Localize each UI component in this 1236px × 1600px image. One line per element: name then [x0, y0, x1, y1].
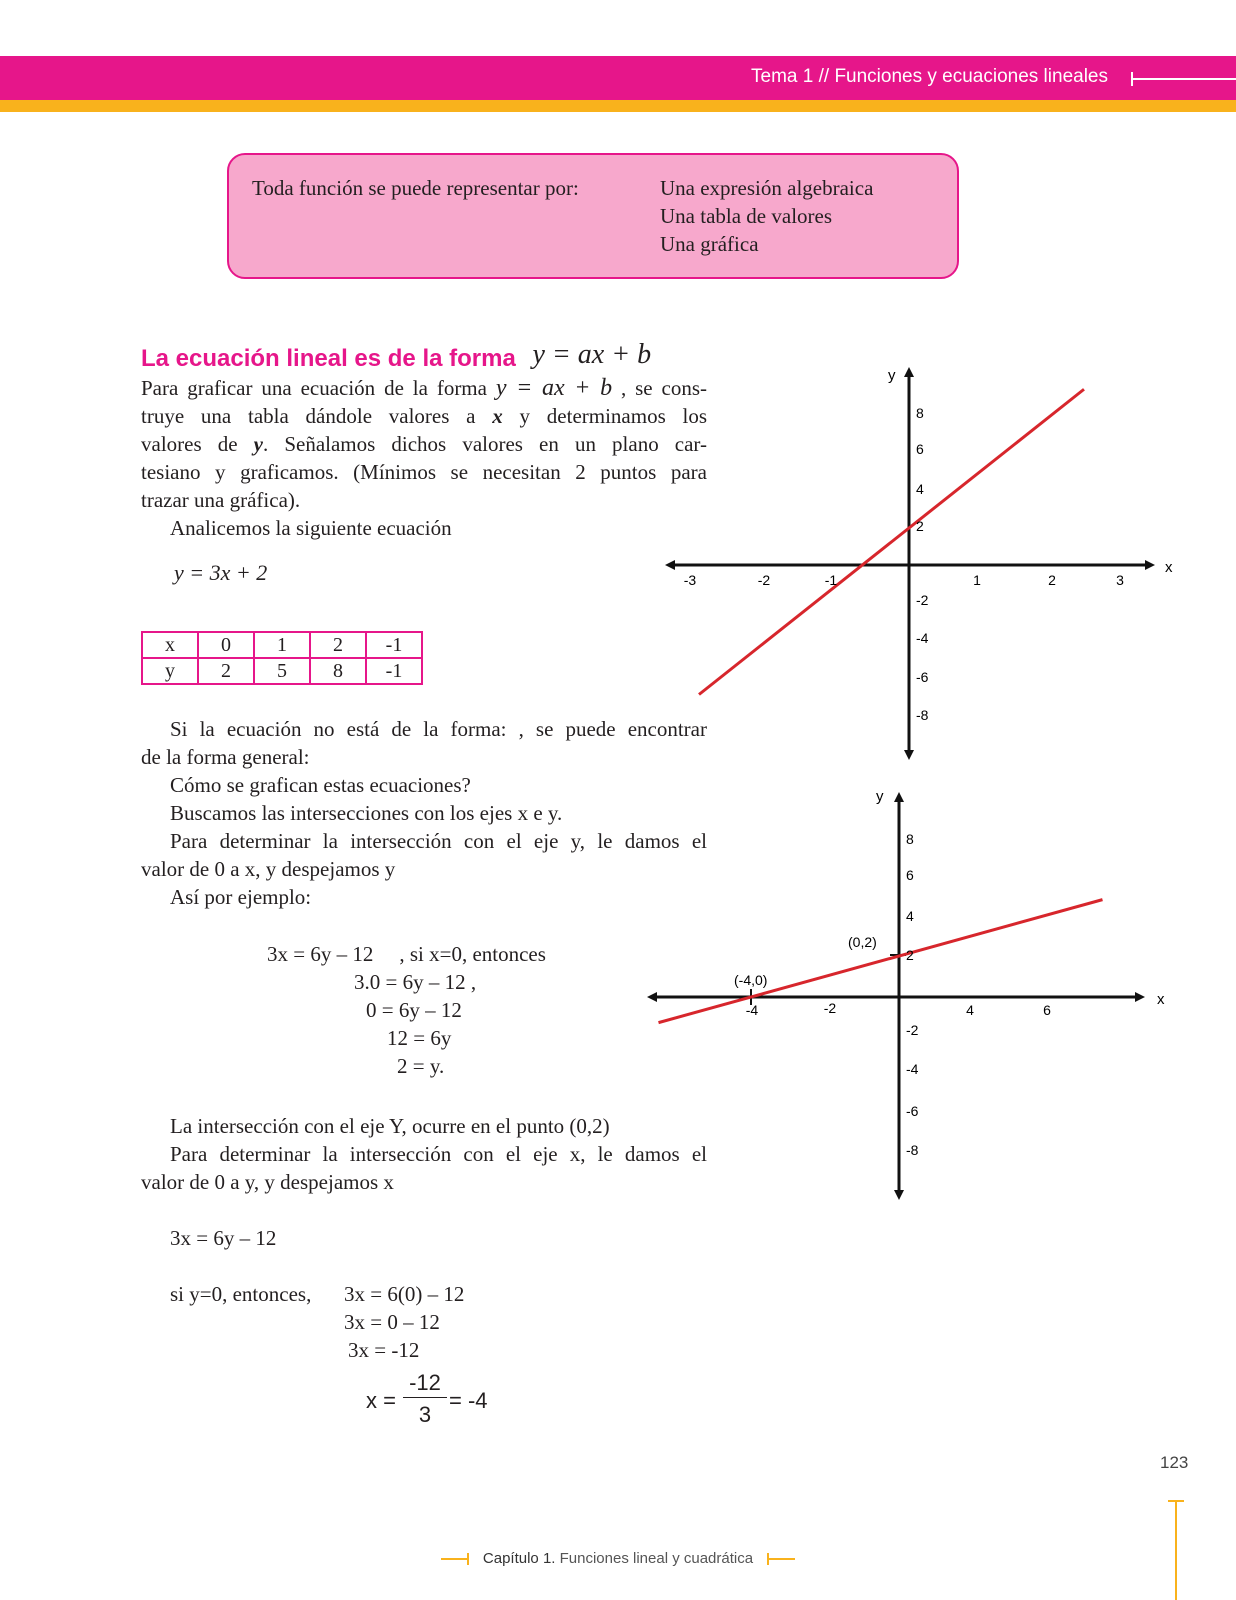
fraction-numerator: -12: [409, 1370, 441, 1395]
y-tick-label: 8: [906, 831, 914, 847]
table-cell: 1: [254, 632, 310, 658]
para1-line5: trazar una gráfica).: [141, 488, 301, 512]
footer: [0, 1550, 1236, 1567]
table-cell: 0: [198, 632, 254, 658]
summary-box: [227, 153, 959, 279]
summary-item-algebraic: Una expresión algebraica: [660, 176, 874, 200]
x-tick-label: -3: [683, 572, 697, 588]
y-tick-label: -6: [916, 669, 929, 685]
para2-line3: Cómo se grafican estas ecuaciones?: [170, 773, 471, 797]
table-cell: -1: [366, 632, 422, 658]
y-tick-label: 4: [906, 908, 914, 924]
annotation-y-intercept: (0,2): [848, 934, 877, 950]
y-tick-label: -4: [906, 1061, 919, 1077]
x-tick-labels: [684, 572, 1124, 588]
y-tick-label: 4: [916, 481, 924, 497]
summary-item-table: Una tabla de valores: [660, 204, 833, 228]
table-row: [142, 658, 422, 684]
para2-line7: Así por ejemplo:: [170, 885, 312, 909]
para1-line1: Para graficar una ecuación de la forma y = ax + b , se cons-: [141, 375, 708, 401]
y-axis-label: y: [876, 788, 884, 805]
derivation2-line1a: si y=0, entonces,: [170, 1282, 312, 1306]
y-tick-label: -6: [906, 1103, 919, 1119]
graph-linear-2: [640, 785, 1180, 1205]
table-cell: 5: [254, 658, 310, 684]
y-tick-label: 6: [916, 441, 924, 457]
para1-line6: Analicemos la siguiente ecuación: [170, 516, 452, 540]
header-line: [1132, 78, 1236, 80]
paragraph-x-intercept: [141, 1112, 707, 1196]
y-tick-label: -8: [906, 1142, 919, 1158]
table-cell: y: [142, 658, 198, 684]
series-line: [699, 389, 1084, 694]
y-tick-label: 6: [906, 867, 914, 883]
y-tick-label: -4: [916, 630, 929, 646]
derivation1-line1: 3x = 6y – 12 , si x=0, entonces: [267, 942, 546, 966]
x-tick-label: 2: [1048, 572, 1056, 588]
table-cell: x: [142, 632, 198, 658]
para1-line3: valores de y. Señalamos dichos valores en un plano car-: [141, 432, 708, 456]
x-tick-label: -2: [823, 1000, 837, 1016]
table-cell: 2: [198, 658, 254, 684]
x-tick-label: -1: [824, 572, 838, 588]
derivation2-line3: 3x = -12: [348, 1338, 420, 1362]
header-title: Tema 1 // Funciones y ecuaciones lineales: [751, 66, 1108, 87]
derivation2-line1b: 3x = 6(0) – 12: [344, 1282, 465, 1306]
derivation2-line2: 3x = 0 – 12: [344, 1310, 440, 1334]
header-stripe: [0, 100, 1236, 112]
derivation1-line3: 0 = 6y – 12: [366, 998, 462, 1022]
derivation1-line5: 2 = y.: [397, 1054, 445, 1078]
derivation2-line0: 3x = 6y – 12: [170, 1226, 277, 1250]
derivation1-line2: 3.0 = 6y – 12 ,: [354, 970, 477, 994]
x-tick-label: 1: [973, 572, 981, 588]
x-axis-label: x: [1165, 559, 1173, 576]
section-formula: y = ax + b: [532, 339, 652, 370]
para2-line4: Buscamos las intersecciones con los ejes x e y.: [170, 801, 563, 825]
annotation-x-intercept: (-4,0): [734, 972, 768, 988]
values-table: [141, 631, 423, 685]
para2-line2: de la forma general:: [141, 745, 310, 769]
derivation1-line4: 12 = 6y: [387, 1026, 452, 1050]
table-cell: -1: [366, 658, 422, 684]
y-tick-label: -8: [916, 707, 929, 723]
paragraph-intro: [141, 374, 707, 542]
table-cell: 2: [310, 632, 366, 658]
fraction-bar: [403, 1397, 447, 1398]
y-tick-label: 2: [906, 947, 914, 963]
x-tick-label: 6: [1043, 1002, 1051, 1018]
footer-chapter: Capítulo 1.: [482, 1550, 556, 1567]
y-tick-label: 8: [916, 405, 924, 421]
x-axis-label: x: [1157, 991, 1165, 1008]
page-number: 123: [1160, 1453, 1189, 1472]
footer-line-right: [767, 1558, 795, 1560]
equation-example: y = 3x + 2: [174, 560, 268, 585]
section-title-text: La ecuación lineal es de la forma: [141, 345, 516, 372]
graph-linear-1: [650, 360, 1190, 765]
fraction-rhs: = -4: [449, 1388, 488, 1413]
section-title: [141, 339, 652, 374]
summary-lead: Toda función se puede representar por:: [252, 176, 579, 200]
x-tick-label: -2: [757, 572, 771, 588]
fraction-denominator: 3: [418, 1402, 432, 1427]
table-cell: 8: [310, 658, 366, 684]
table-row: [142, 632, 422, 658]
para3-line1: La intersección con el eje Y, ocurre en el punto (0,2): [170, 1114, 610, 1138]
footer-line-left: [441, 1558, 469, 1560]
y-tick-label: -2: [916, 592, 929, 608]
x-tick-label: -4: [745, 1002, 759, 1018]
fraction-lhs: x =: [366, 1388, 396, 1413]
para3-line2: Para determinar la intersección con el eje x, le damos el: [170, 1142, 707, 1166]
para1-line2: truye una tabla dándole valores a x y determinamos los: [141, 404, 708, 428]
para1-line4: tesiano y graficamos. (Mínimos se necesitan 2 puntos para: [141, 460, 707, 484]
paragraph-general-form: [141, 715, 707, 911]
para2-line6: valor de 0 a x, y despejamos y: [141, 857, 396, 881]
para3-line3: valor de 0 a y, y despejamos x: [141, 1170, 394, 1194]
summary-item-graph: Una gráfica: [660, 232, 759, 256]
para2-line5: Para determinar la intersección con el eje y, le damos el: [170, 829, 707, 853]
y-tick-label: 2: [916, 518, 924, 534]
y-tick-label: -2: [906, 1022, 919, 1038]
footer-title: Funciones lineal y cuadrática: [559, 1550, 754, 1567]
para2-line1: Si la ecuación no está de la forma: , se puede encontrar: [170, 717, 707, 741]
y-tick-labels: [906, 831, 919, 1158]
series-line: [659, 900, 1103, 1023]
y-axis-label: y: [888, 367, 896, 384]
x-tick-label: 3: [1116, 572, 1124, 588]
x-tick-label: 4: [966, 1002, 974, 1018]
